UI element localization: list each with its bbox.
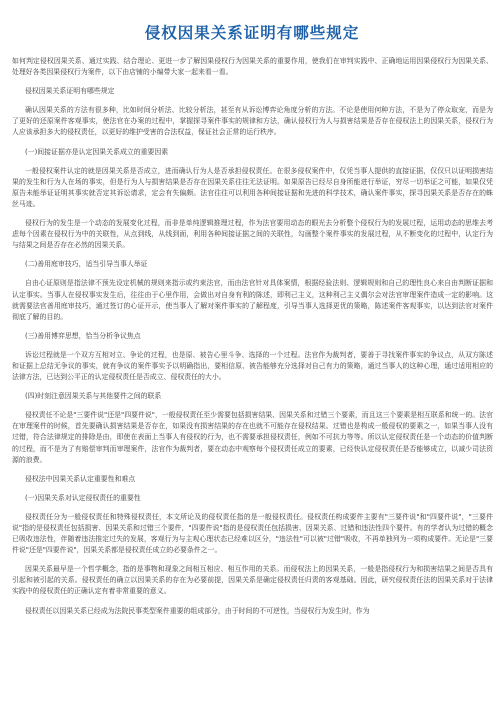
paragraph: 侵权法中因果关系认定重要性和难点 (25, 474, 136, 483)
paragraph: 侵权责任分为一般侵权责任和特殊侵权责任，本文所论及的侵权责任指的是一般侵权责任。侵权责任构成要件主要有"三要件说"和"四要件说"，"三要件说"指的是侵权责任包括损害、因果关系和过错三个要件，"四要件说"指的是侵权责任包括损害、因果关系、过错和违法性四个要件。有的学者认为过错的概念已吸收违法性，伴随着违法推定过失的发展，客观行为与主观心理状态已经难以区分，"违法性"可以被"过错"吸收，不再单独列为一项构成要件。无论是"三要件说"还是"四要件说"，因果关系都是侵权责任成立的必要条件之一。 (12, 512, 493, 555)
paragraph: 侵权责任不论是"三要件说"还是"四要件说"，一般侵权责任至少需要包括损害结果、因果关系和过错三个要素，而且这三个要素是相互联系和统一的。法官在审理案件的时候，首先要确认损害结果是否存在，如果没有损害结果的存在也就不可能存在侵权结果。过错也是构成一般侵权的要素之一，如果当事人没有过错，符合法律规定的排除是由，即使在表面上当事人有侵权的行为，也不需要承担侵权责任，例如不可抗力等等。所以认定侵权责任是一个动态的价值判断的过程，而不是为了有赔偿审判而审理案件，法官作为裁判者，要在动态中观察每个侵权责任成立的要素，已经快认定侵权责任是否能够成立，以减少司法资源的浪费。 (12, 411, 493, 464)
paragraph: (一)间接证据亦是认定因果关系成立的重要因素 (25, 147, 169, 156)
paragraph: 一般侵权案件认定的就是因果关系是否成立，进而确认行为人是否承担侵权责任。在很多侵权案件中，仅凭当事人提供的直接证据，仅仅只以证明损害结果的发生和行为人在场的事实，但是行为人与损害结果是否存在因果关系往往无法证明。如果原告已经尽自身所能进行举证，穷尽一切举证之可能，如果仅凭原告未能举证证明其事实就否定其诉讼请求，定会有失偏颇。法官往往可以利用各种间接证据和先进的科学技术，确认案件事实，探寻因果关系是否存在的蛛丝马迹。 (12, 166, 493, 208)
paragraph: 确认因果关系的方法有很多种，比如时间分析法、比较分析法，甚至有从诉讼博弈论角度分析的方法。不论是使用何种方法，不是为了停众取宠，而是为了更好的还原案件客观事实，使法官在办案的过程中，掌握探寻案件事实的规律和方法，确认侵权行为人与损害结果是否存在侵权法上的因果关系，侵权行为人应该承担多大的侵权责任，以更好的维护受害的合法权益，保证社会正常的运行秩序。 (12, 106, 493, 137)
paragraph: 侵权因果关系证明有哪些规定 (25, 87, 115, 96)
paragraph: 诉讼过程就是一个双方互相对立、争论的过程，也是原、被告心里斗争、选择的一个过程。法官作为裁判者，要善于寻找案件事实的争议点，从双方陈述和证据上总结无争议的事实，就有争议的案件事实予以明确指出，要相信原、被告能够充分选择对自己有力的策略，通过当事人的这种心理，通过适用相应的法律方法，已达到公平正的认定侵权责任是否成立、侵权责任的大小。 (12, 350, 493, 382)
paragraph: 如何判定侵权因果关系、通过实践、结合理论、更进一步了解因果侵权行为因果关系的重要作用，使我们在审判实践中、正确地运用因果侵权行为因果关系、处理好各类因果侵权行为案件，以下由店铺的小编带大家一起来看一看。 (12, 57, 493, 77)
page-title: 侵权因果关系证明有哪些规定 (144, 24, 360, 42)
paragraph: 侵权行为的发生是一个动态的发展变化过程，而非是单纯逻辑推理过程，作为法官要用动态的眼光去分析整个侵权行为的发展过程，运用动态的思维去考虑每个因素在侵权行为中的关联性，从点到线，从线到面，利用各种间接证据之间的关联性，勾画整个案件事实的发展过程，从不断变化的过程中，认定行为与结果之间是否存在必然的因果关系。 (12, 219, 493, 250)
paragraph: 因果关系最早是一个哲学概念，指的是事物和现象之间相互相应、相互作用的关系。而侵权法上的因果关系，一般是指侵权行为和损害结果之间是否具有引起和被引起的关系。侵权责任的确立以因果关系的存在为必要前提，因果关系是确定侵权责任归责的客观基础。因此，研究侵权责任法的因果关系对于法律实践中的侵权责任的正确认定有着非常重要的意义。 (12, 565, 493, 596)
paragraph: (二)善用庭审技巧，适当引导当事人举证 (25, 260, 148, 269)
article-body (12, 56, 493, 625)
paragraph: (一)因果关系对认定侵权责任的重要性 (25, 493, 141, 502)
paragraph: (四)时刻注意因果关系与其他要件之间的联系 (25, 392, 162, 401)
paragraph: 侵权责任以因果关系已经成为法院民事类型案件重要的组成部分，由于时间的不可逆性，当侵权行为发生时，作为 (25, 606, 370, 615)
paragraph: (三)善用博弈思想，恰当分析争议焦点 (25, 331, 141, 340)
paragraph: 自由心证原则是指法律不预先设定机械的规则来指示或约束法官，而由法官针对具体案情，根据经验法则、逻辑规则和自己的理性良心来自由判断证据和认定事实。当事人在侵权事实发生后，往往由于心里作用，会做出对自身有利的陈述，即利己主义，这种利己主义偶尔会对法官审理案件造成一定的影响。这就需要法官善用庭审技巧，通过签订的心证开示，使当事人了解对案件事实的了解程度，引导当事人选择更优的策略，陈述案件客观事实，以达到法官对案件彻底了解的目的。 (12, 279, 493, 321)
